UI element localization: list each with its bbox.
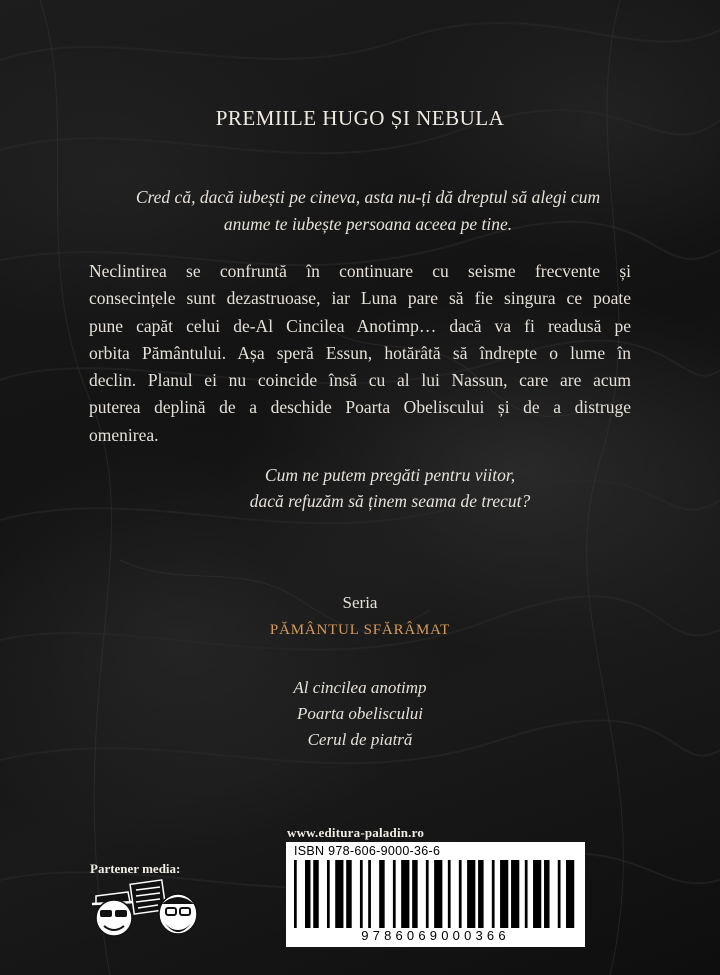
synopsis-line: puterea deplină de a deschide Poarta Obeliscului și de a distruge <box>89 397 631 418</box>
barcode-bar <box>467 860 475 928</box>
barcode-bar <box>434 860 442 928</box>
barcode-bar <box>459 860 462 928</box>
barcode-bar <box>393 860 396 928</box>
barcode-bar <box>401 860 409 928</box>
barcode-bar <box>525 860 528 928</box>
barcode-bar <box>305 860 311 928</box>
barcode-bar <box>313 860 319 928</box>
barcode-bar <box>566 860 574 928</box>
book-title: Poarta obeliscului <box>296 704 424 723</box>
publisher-website: www.editura-paladin.ro <box>287 825 425 840</box>
barcode-bar <box>412 860 418 928</box>
series-book-list <box>0 675 720 753</box>
isbn-number: ISBN 978-606-9000-36-6 <box>294 844 441 858</box>
series-label: Seria <box>342 593 378 612</box>
synopsis-line: pune capăt celui de-Al Cincilea Anotimp… dacă va fi readusă pe <box>89 315 631 336</box>
synopsis-line: consecințele sunt dezastruoase, iar Luna pare să fie singura ce poate <box>89 288 631 309</box>
book-title: Cerul de piatră <box>307 730 413 749</box>
media-partner-label: Partener media: <box>90 861 181 876</box>
opening-quote-line: anume te iubește persoana aceea pe tine. <box>223 214 513 234</box>
award-heading: PREMIILE HUGO ȘI NEBULA <box>215 106 505 130</box>
barcode-digits: 9786069000366 <box>361 928 510 943</box>
barcode-bar <box>478 860 484 928</box>
barcode-bars <box>294 860 577 928</box>
synopsis-line: declin. Planul ei nu coincide însă cu al lui Nassun, care are acum <box>89 370 631 391</box>
closing-quote-line: dacă refuzăm să ținem seama de trecut? <box>249 491 531 511</box>
barcode-bar <box>368 860 371 928</box>
barcode-bar <box>327 860 330 928</box>
book-title: Al cincilea anotimp <box>293 678 427 697</box>
barcode-bar <box>426 860 429 928</box>
media-partner-logo <box>90 878 202 942</box>
synopsis-line: Neclintirea se confruntă în continuare cu seisme frecvente și <box>89 261 631 281</box>
synopsis-line: omenirea. <box>89 424 159 445</box>
synopsis-line: orbita Pământului. Așa speră Essun, hotărâtă să îndrepte o lume în <box>89 342 631 363</box>
partner-character-beard-icon <box>159 894 197 934</box>
barcode-bar <box>448 860 451 928</box>
opening-quote-line: Cred că, dacă iubești pe cineva, asta nu-ți dă dreptul să alegi cum <box>135 187 601 207</box>
closing-quote <box>210 462 570 514</box>
synopsis <box>89 258 631 449</box>
barcode-bar <box>294 860 297 928</box>
isbn-barcode <box>286 842 585 947</box>
partner-character-hat-icon <box>92 892 136 936</box>
barcode-bar <box>558 860 561 928</box>
closing-quote-line: Cum ne putem pregăti pentru viitor, <box>264 465 516 485</box>
opening-quote <box>118 184 618 238</box>
barcode-bar <box>335 860 343 928</box>
barcode-bar <box>360 860 363 928</box>
barcode-bar <box>533 860 541 928</box>
barcode-bar <box>346 860 352 928</box>
series-name: PĂMÂNTUL SFĂRÂMAT <box>269 622 451 638</box>
barcode-bar <box>500 860 508 928</box>
barcode-bar <box>511 860 519 928</box>
barcode-bar <box>544 860 550 928</box>
barcode-bar <box>379 860 385 928</box>
barcode-bar <box>492 860 495 928</box>
